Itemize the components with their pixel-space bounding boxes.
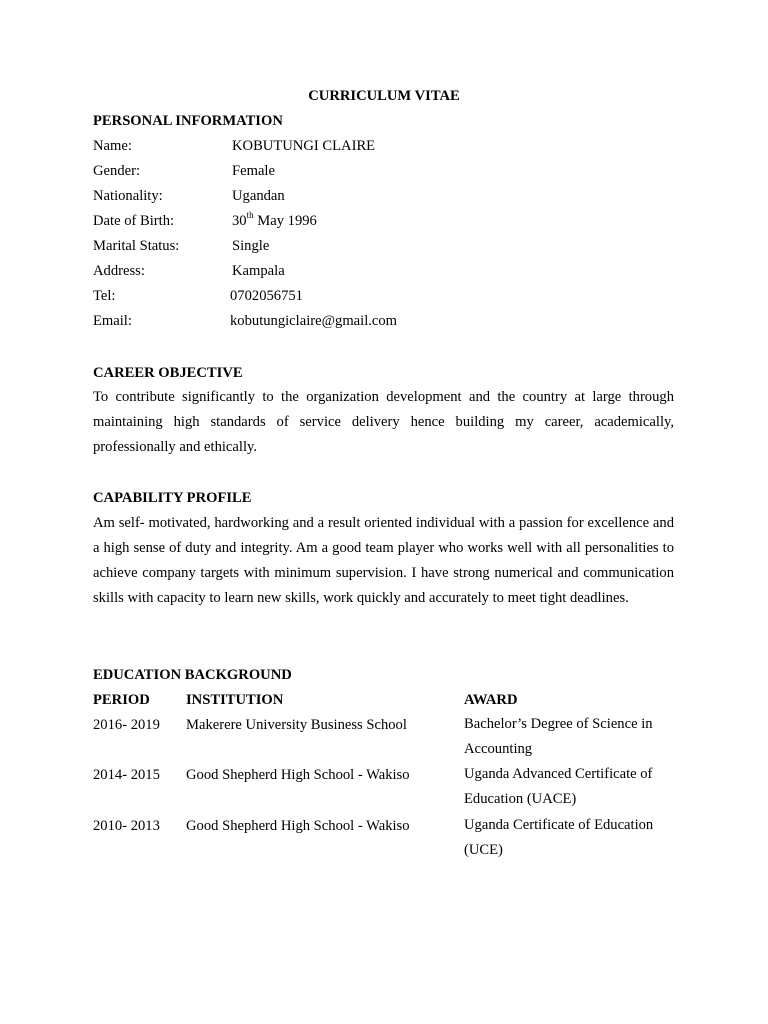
nationality-label: Nationality: xyxy=(93,188,163,204)
dob-month-year: May 1996 xyxy=(253,213,317,229)
capability-profile-heading: CAPABILITY PROFILE xyxy=(93,490,252,506)
dob-ordinal: th xyxy=(246,210,254,221)
gender-value: Female xyxy=(232,163,275,179)
nationality-value: Ugandan xyxy=(232,188,285,204)
name-value: KOBUTUNGI CLAIRE xyxy=(232,138,376,154)
education-row-2-period: 2014- 2015 xyxy=(93,767,160,783)
marital-status-value: Single xyxy=(232,238,270,254)
period-column-header: PERIOD xyxy=(93,692,150,708)
tel-label: Tel: xyxy=(93,288,116,304)
capability-profile-text: Am self- motivated, hardworking and a result oriented individual with a passion for excellence and a high sense of duty and integrity. Am a good team player who works well with all personalities to achieve company targets with minimum supervision. I have strong numerical and communication skills with capacity to learn new skills, work quickly and accurately to meet tight deadlines. xyxy=(93,515,674,607)
education-row-3-institution: Good Shepherd High School - Wakiso xyxy=(186,818,410,834)
education-row-1-institution: Makerere University Business School xyxy=(186,717,407,733)
document-title: CURRICULUM VITAE xyxy=(308,88,460,104)
education-row-2-award: Uganda Advanced Certificate of Education (UACE) xyxy=(464,766,653,807)
education-row-3-award: Uganda Certificate of Education (UCE) xyxy=(464,817,654,858)
date-of-birth-label: Date of Birth: xyxy=(93,213,175,229)
address-value: Kampala xyxy=(232,263,285,279)
career-objective-text: To contribute significantly to the organization development and the country at large through maintaining high standards of service delivery hence building my career, academically, professionally and ethically. xyxy=(93,389,674,456)
personal-information-heading: PERSONAL INFORMATION xyxy=(93,113,283,129)
address-label: Address: xyxy=(93,263,145,279)
education-row-1-award: Bachelor’s Degree of Science in Accounting xyxy=(464,716,653,757)
date-of-birth-value xyxy=(232,212,317,230)
gender-label: Gender: xyxy=(93,163,141,179)
marital-status-label: Marital Status: xyxy=(93,238,180,254)
career-objective-heading: CAREER OBJECTIVE xyxy=(93,365,243,381)
email-label: Email: xyxy=(93,313,132,329)
email-value: kobutungiclaire@gmail.com xyxy=(230,313,398,329)
dob-day: 30 xyxy=(232,213,247,229)
education-heading: EDUCATION BACKGROUND xyxy=(93,667,292,683)
tel-value: 0702056751 xyxy=(230,288,303,304)
name-label: Name: xyxy=(93,138,132,154)
education-row-1-period: 2016- 2019 xyxy=(93,717,160,733)
education-row-3-period: 2010- 2013 xyxy=(93,818,160,834)
institution-column-header: INSTITUTION xyxy=(186,692,284,708)
education-row-2-institution: Good Shepherd High School - Wakiso xyxy=(186,767,410,783)
award-column-header: AWARD xyxy=(464,692,518,708)
